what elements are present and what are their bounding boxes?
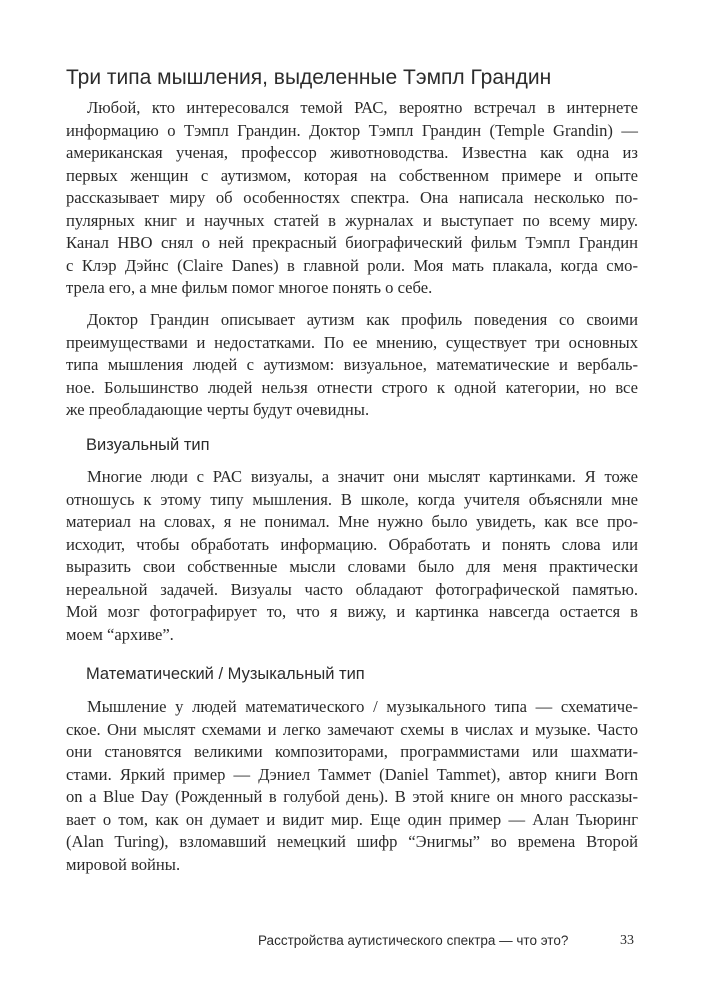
paragraph-line: первых женщин с аутизмом, которая на собственном примере и опыте <box>66 165 638 185</box>
paragraph-line: преимуществами и недостатками. По ее мнению, существует три основных <box>66 332 638 352</box>
page-title: Три типа мышления, выделенные Тэмпл Грандин <box>66 66 552 89</box>
paragraph-line: вает о том, как он думает и видит мир. Еще один пример — Алан Тьюринг <box>66 809 638 829</box>
paragraph-line: рассказывает миру об особенностях спектра. Она написала несколько по- <box>66 188 638 207</box>
paragraph-line: Мышление у людей математического / музыкального типа — схематиче- <box>87 697 638 716</box>
running-footer-title: Расстройства аутистического спектра — что это? <box>258 933 569 948</box>
paragraph-line: материал на словах, я не понимал. Мне нужно было увидеть, как все про- <box>66 512 638 531</box>
page-number: 33 <box>620 933 634 948</box>
paragraph-line: Доктор Грандин описывает аутизм как профиль поведения со своими <box>87 310 638 329</box>
paragraph-line: выразить свои собственные мысли словами было для меня практически <box>66 557 638 576</box>
paragraph-profile <box>66 309 638 422</box>
paragraph-line: Любой, кто интересовался темой РАС, вероятно встречал в интернете <box>87 98 638 117</box>
paragraph-line: стами. Яркий пример — Дэниел Таммет (Daniel Tammet), автор книги Born <box>66 764 638 784</box>
paragraph-line: мировой войны. <box>66 854 181 874</box>
paragraph-math <box>66 696 638 876</box>
section-heading-visual: Визуальный тип <box>86 436 210 454</box>
paragraph-line: ное. Большинство людей нельзя отнести строго к одной категории, но все <box>66 377 638 397</box>
section-heading-math: Математический / Музыкальный тип <box>86 665 365 683</box>
paragraph-line: ское. Они мыслят схемами и легко замечают схемы в числах и музыке. Часто <box>66 719 638 739</box>
paragraph-visual <box>66 466 638 646</box>
paragraph-line: пулярных книг и научных статей в журналах и выступает по всему миру. <box>66 210 638 230</box>
paragraph-line: исходит, чтобы обработать информацию. Обработать и понять слова или <box>66 534 638 554</box>
paragraph-line: с Клэр Дэйнс (Claire Danes) в главной роли. Моя мать плакала, когда смо- <box>66 255 638 275</box>
paragraph-line: моем “архиве”. <box>66 624 174 644</box>
paragraph-line: трела его, а мне фильм помог многое понять о себе. <box>66 278 433 297</box>
paragraph-line: информацию о Тэмпл Грандин. Доктор Тэмпл Грандин (Temple Grandin) — <box>66 120 638 140</box>
paragraph-line: (Alan Turing), взломавший немецкий шифр “Энигмы” во времена Второй <box>66 832 638 851</box>
paragraph-line: они становятся великими композиторами, программистами или шахмати- <box>66 742 638 761</box>
paragraph-line: американская ученая, профессор животноводства. Известна как одна из <box>66 143 638 162</box>
paragraph-line: on a Blue Day (Рожденный в голубой день). В этой книге он много рассказы- <box>66 787 638 806</box>
paragraph-line: же преобладающие черты будут очевидны. <box>66 400 370 419</box>
paragraph-line: Мой мозг фотографирует то, что я вижу, и картинка навсегда остается в <box>66 602 638 621</box>
paragraph-line: типа мышления людей с аутизмом: визуальное, математические и вербаль- <box>66 355 638 374</box>
paragraph-line: Многие люди с РАС визуалы, а значит они мыслят картинками. Я тоже <box>87 467 638 486</box>
paragraph-line: нереальной задачей. Визуалы часто обладают фотографической памятью. <box>66 579 638 599</box>
paragraph-line: отношусь к этому типу мышления. В школе, когда учителя объясняли мне <box>66 489 638 509</box>
paragraph-intro <box>66 97 638 300</box>
paragraph-line: Канал HBO снял о ней прекрасный биографический фильм Тэмпл Грандин <box>66 233 638 252</box>
